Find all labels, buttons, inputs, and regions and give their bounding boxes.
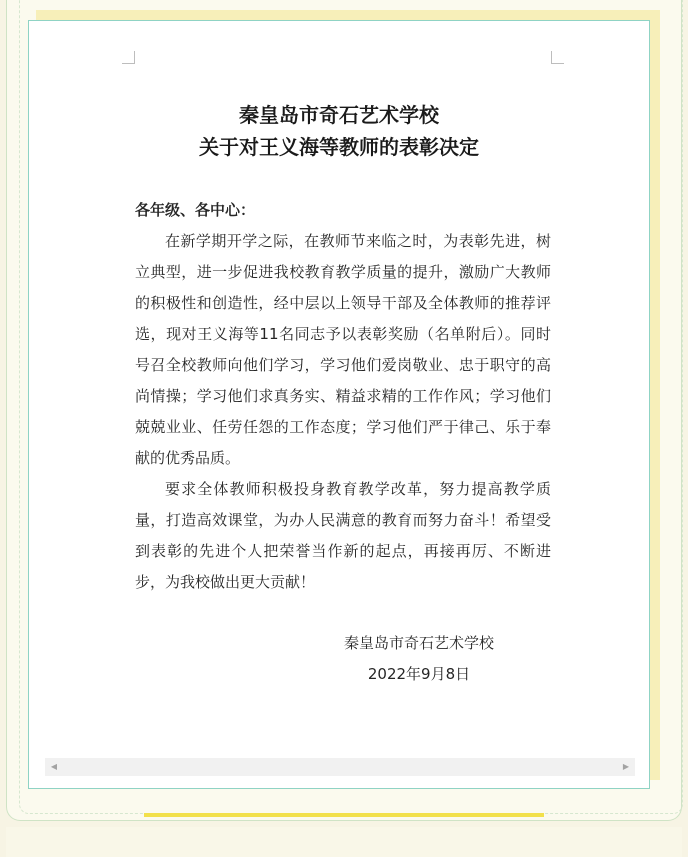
right-decorative-band bbox=[650, 10, 660, 780]
bottom-strip bbox=[6, 827, 682, 857]
document-title-subject: 关于对王义海等教师的表彰决定 bbox=[199, 135, 479, 159]
signature-date: 2022年9月8日 bbox=[367, 665, 471, 683]
crop-mark-top-left bbox=[122, 51, 135, 64]
paragraph-call-to-action: 要求全体教师积极投身教育教学改革，努力提高教学质量，打造高效课堂，为办人民满意的教育而努力奋斗！希望受到表彰的先进个人把荣誉当作新的起点，再接再厉、不断进步，为我校做出更大贡献！ bbox=[135, 480, 551, 591]
crop-mark-top-right bbox=[551, 51, 564, 64]
document-body bbox=[135, 195, 551, 598]
horizontal-scrollbar[interactable] bbox=[45, 758, 635, 776]
paragraph-commendation: 在新学期开学之际，在教师节来临之时，为表彰先进，树立典型，进一步促进我校教育教学质量的提升，激励广大教师的积极性和创造性，经中层以上领导干部及全体教师的推荐评选，现对王义海等11名同志予以表彰奖励（名单附后）。同时号召全校教师向他们学习，学习他们爱岗敬业、忠于职守的高尚情操；学习他们求真务实、精益求精的工作作风；学习他们兢兢业业、任劳任怨的工作态度；学习他们严于律己、乐于奉献的优秀品质。 bbox=[135, 232, 551, 467]
scroll-left-arrow-icon[interactable]: ◀ bbox=[50, 762, 58, 771]
document-card bbox=[28, 20, 650, 789]
document-title-school: 秦皇岛市奇石艺术学校 bbox=[239, 103, 439, 127]
yellow-accent-line bbox=[144, 813, 544, 817]
signature-school: 秦皇岛市奇石艺术学校 bbox=[343, 634, 494, 652]
scroll-right-arrow-icon[interactable]: ▶ bbox=[622, 762, 630, 771]
top-decorative-band bbox=[36, 10, 660, 20]
salutation: 各年级、各中心： bbox=[135, 201, 256, 219]
